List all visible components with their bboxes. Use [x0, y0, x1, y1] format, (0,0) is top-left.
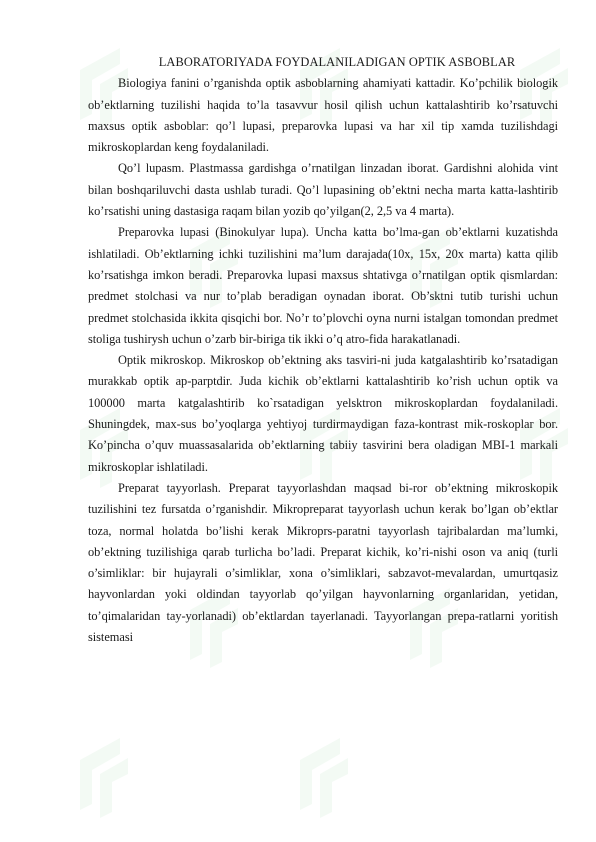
paragraph-hand-lens: Qo’l lupasm. Plastmassa gardishga o’rnatilgan linzadan iborat. Gardishni alohida vint bilan boshqariluvchi dasta ushlab turadi. Qo’l lupasining ob’ektni necha marta katta-lashtirib ko’rsatishi uning dastasiga raqam bilan yozib qo’yilgan(2, 2,5 va 4 marta).	[88, 161, 558, 219]
page-title: LABORATORIYADA FOYDALANILADIGAN OPTIK ASBOBLAR	[158, 55, 516, 69]
document-page	[88, 52, 558, 648]
paragraph-optical-microscope: Optik mikroskop. Mikroskop ob’ektning aks tasviri-ni juda katgalashtirib ko’rsatadigan murakkab optik ap-parptdir. Juda kichik ob’ektlarni kattalashtirib ko’rish uchun optik va 100000 marta katgalashtirib ko`rsatadigan yelsktron mikroskoplardan foydalaniladi. Shuningdek, max-sus bo’yoqlarga yehtiyoj turdirmaydigan faza-kontrast mik-roskoplar bor. Ko’pincha o’quv muassasalarida ob’ektlarning tabiiy tasvirini bera oladigan MBI-1 markali mikroskoplar ishlatiladi.	[88, 353, 558, 474]
paragraph-intro: Biologiya fanini o’rganishda optik asboblarning ahamiyati kattadir. Ko’pchilik biologik ob’ektlarning tuzilishi haqida to’la tasavvur hosil qilish uchun kattalashtirib ko’rsatuvchi maxsus optik asboblar: qo’l lupasi, preparovka lupasi va har xil tip xamda tuzilishdagi mikroskoplardan keng foydalaniladi.	[88, 76, 558, 155]
paragraph-dissecting-lens: Preparovka lupasi (Binokulyar lupa). Uncha katta bo’lma-gan ob’ektlarni kuzatishda ishlatiladi. Ob’ektlarning ichki tuzilishini ma’lum darajada(10x, 15x, 20x marta) katta qilib ko’rsatishga imkon beradi. Preparovka lupasi maxsus shtativga o’rnatilgan optik qismlardan: predmet stolchasi va nur to’plab beradigan oynadan iborat. Ob’sktni tutib turishi uchun predmet stolchasida ikkita qisqichi bor. No’r to’plovchi oyna nurni istalgan tomondan predmet stoliga tushirysh uchun o’zarb bir-biriga tik ikki o’q atro-fida harakatlanadi.	[88, 225, 558, 346]
paragraph-preparation: Preparat tayyorlash. Preparat tayyorlashdan maqsad bi-ror ob’ektning mikroskopik tuzilishini tez fursatda o’rganishdir. Mikropreparat tayyorlash uchun kerak bo’lgan ob’ektlar toza, normal holatda bo’lishi kerak Mikroprs-paratni tayyorlash tajribalardan ma’lumki, ob’ektning tuzilishiga qarab turlicha bo’ladi. Preparat kichik, ko’ri-nishi oson va aniq (turli o’simliklar: bir hujayrali o’simliklar, xona o’simliklari, sabzavot-mevalardan, umurtqasiz hayvonlardan yoki oldindan tayyorlab qo’yilgan hayvonlarning organlaridan, yetidan, to’qimalaridan tay-yorlanadi) ob’ektlardan tayerlanadi. Tayyorlangan prepa-ratlarni yoritish sistemasi	[88, 480, 558, 645]
